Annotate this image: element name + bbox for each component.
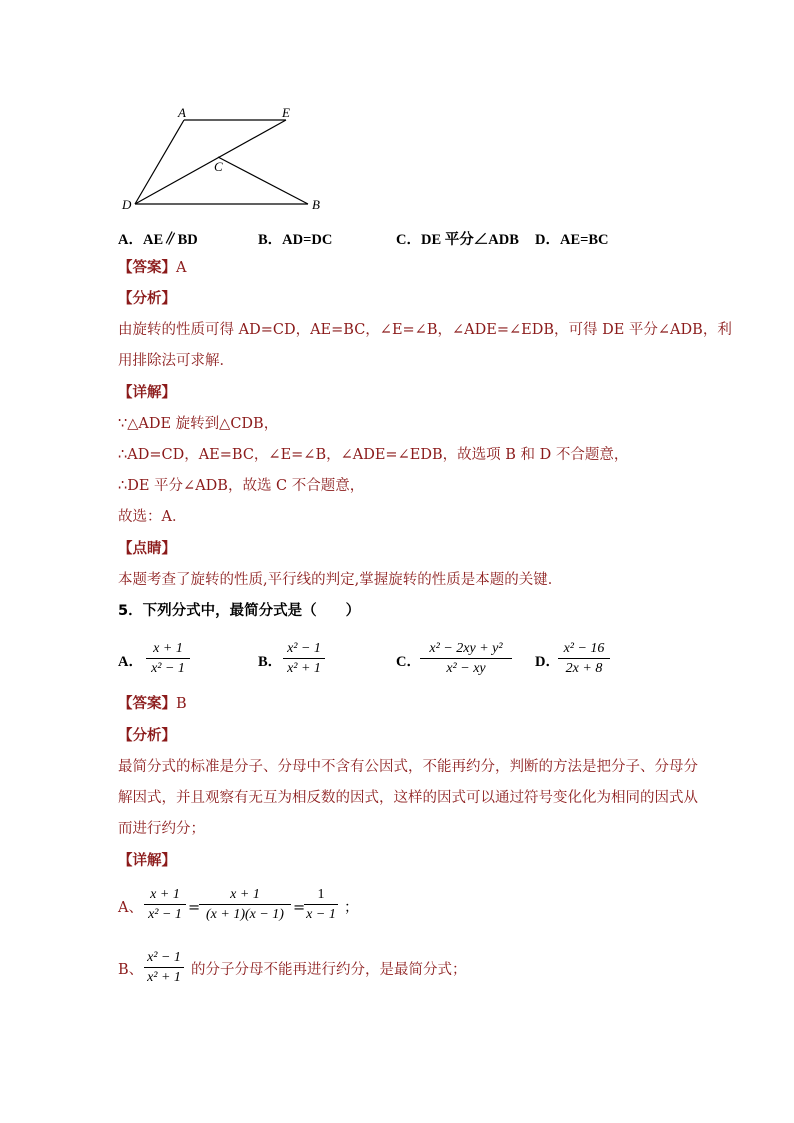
option-letter: D． (535, 232, 560, 248)
q5-detail-a-suffix: ； (344, 900, 359, 916)
q4-analysis-tag: 【分析】 (118, 291, 176, 307)
segment-cb (218, 157, 308, 204)
option-letter: A． (118, 232, 143, 248)
q5-analysis-line2: 解因式，并且观察有无互为相反数的因式，这样的因式可以通过符号变化化为相同的因式从 (118, 790, 698, 806)
q4-option-c (396, 228, 519, 249)
denominator: x² − 1 (151, 661, 185, 676)
fraction-bar (144, 904, 186, 905)
numerator: x² − 1 (287, 641, 321, 656)
q4-analysis-line2: 用排除法可求解． (118, 353, 234, 369)
denominator: 2x + 8 (565, 661, 603, 676)
q5-option-b-fraction (283, 640, 325, 677)
fraction-bar (304, 904, 338, 905)
q5-detail-a-prefix: A、 (118, 900, 143, 916)
q4-detail-line3: ∴DE 平分∠ADB，故选 C 不合题意， (118, 478, 365, 494)
answer-value: A (176, 260, 187, 276)
q5-answer (118, 694, 187, 714)
denominator: x² + 1 (287, 661, 321, 676)
option-text: AE∥BD (142, 232, 198, 248)
option-text: AD=DC (282, 232, 333, 248)
denominator: x² − xy (446, 661, 486, 676)
label-e: E (282, 105, 290, 120)
q4-option-b (258, 228, 332, 249)
option-text: AE=BC (559, 232, 609, 248)
fraction-bar (283, 658, 325, 659)
geometry-figure (110, 100, 340, 220)
q5-option-a-fraction (146, 640, 190, 677)
q5-option-c-letter: C． (396, 654, 421, 670)
fraction-bar (146, 658, 190, 659)
fraction-bar (558, 658, 610, 659)
q5-analysis-line3: 而进行约分； (118, 821, 205, 837)
numerator: x + 1 (153, 641, 183, 656)
equals-sign: = (293, 900, 306, 916)
denominator: x² − 1 (148, 907, 182, 922)
q5-option-d-fraction (558, 640, 610, 677)
q4-comment-tag: 【点睛】 (118, 541, 176, 557)
q4-analysis-line1: 由旋转的性质可得 AD=CD，AE=BC，∠E=∠B，∠ADE=∠EDB，可得 DE 平分∠ADB，利 (118, 322, 732, 338)
q5-detail-a-fraction-3 (304, 886, 338, 923)
q4-comment: 本题考查了旋转的性质,平行线的判定,掌握旋转的性质是本题的关键． (118, 572, 563, 588)
denominator: (x + 1)(x − 1) (206, 907, 284, 922)
q5-detail-b-prefix: B、 (118, 962, 144, 978)
q5-detail-b-fraction (144, 949, 184, 986)
q4-answer (118, 258, 186, 278)
label-a: A (178, 105, 186, 120)
label-d: D (122, 197, 132, 212)
segment-ad (135, 120, 184, 204)
denominator: x² + 1 (147, 970, 181, 985)
q5-option-d-letter: D． (535, 654, 560, 670)
option-letter: B． (258, 232, 283, 248)
fraction-bar (199, 904, 291, 905)
q5-option-a-letter: A． (118, 654, 143, 670)
option-text: DE 平分∠ADB (420, 232, 519, 248)
q5-detail-tag: 【详解】 (118, 853, 176, 869)
fraction-bar (420, 658, 512, 659)
q5-stem: 5．下列分式中，最简分式是（ ） (118, 603, 361, 619)
q5-detail-a-fraction-1 (144, 886, 186, 923)
q4-detail-line2: ∴AD=CD，AE=BC，∠E=∠B，∠ADE=∠EDB，故选项 B 和 D 不合题意， (118, 447, 629, 463)
q4-detail-line4: 故选：A． (118, 509, 187, 525)
fraction-bar (144, 967, 184, 968)
answer-value: B (176, 696, 187, 712)
q4-detail-tag: 【详解】 (118, 385, 176, 401)
label-b: B (312, 197, 320, 212)
q5-option-c-fraction (420, 640, 512, 677)
q5-analysis-tag: 【分析】 (118, 728, 176, 744)
numerator: x² − 16 (563, 641, 605, 656)
numerator: x² − 2xy + y² (429, 641, 503, 656)
q5-detail-a-fraction-2 (199, 886, 291, 923)
numerator: x² − 1 (147, 950, 181, 965)
answer-tag: 【答案】 (118, 696, 176, 712)
q4-option-d (535, 228, 609, 249)
q5-option-b-letter: B． (258, 654, 283, 670)
segment-de (135, 120, 286, 204)
answer-tag: 【答案】 (118, 260, 176, 276)
equals-sign: = (188, 900, 201, 916)
q5-analysis-line1: 最简分式的标准是分子、分母中不含有公因式，不能再约分，判断的方法是把分子、分母分 (118, 759, 698, 775)
option-letter: C． (396, 232, 421, 248)
label-c: C (214, 159, 223, 174)
q5-detail-b-text: 的分子分母不能再进行约分，是最简分式； (191, 962, 467, 978)
numerator: x + 1 (150, 887, 180, 902)
q4-option-a (118, 228, 198, 249)
numerator: 1 (317, 887, 325, 902)
denominator: x − 1 (306, 907, 336, 922)
q4-detail-line1: ∵△ADE 旋转到△CDB， (118, 416, 279, 432)
numerator: x + 1 (230, 887, 260, 902)
